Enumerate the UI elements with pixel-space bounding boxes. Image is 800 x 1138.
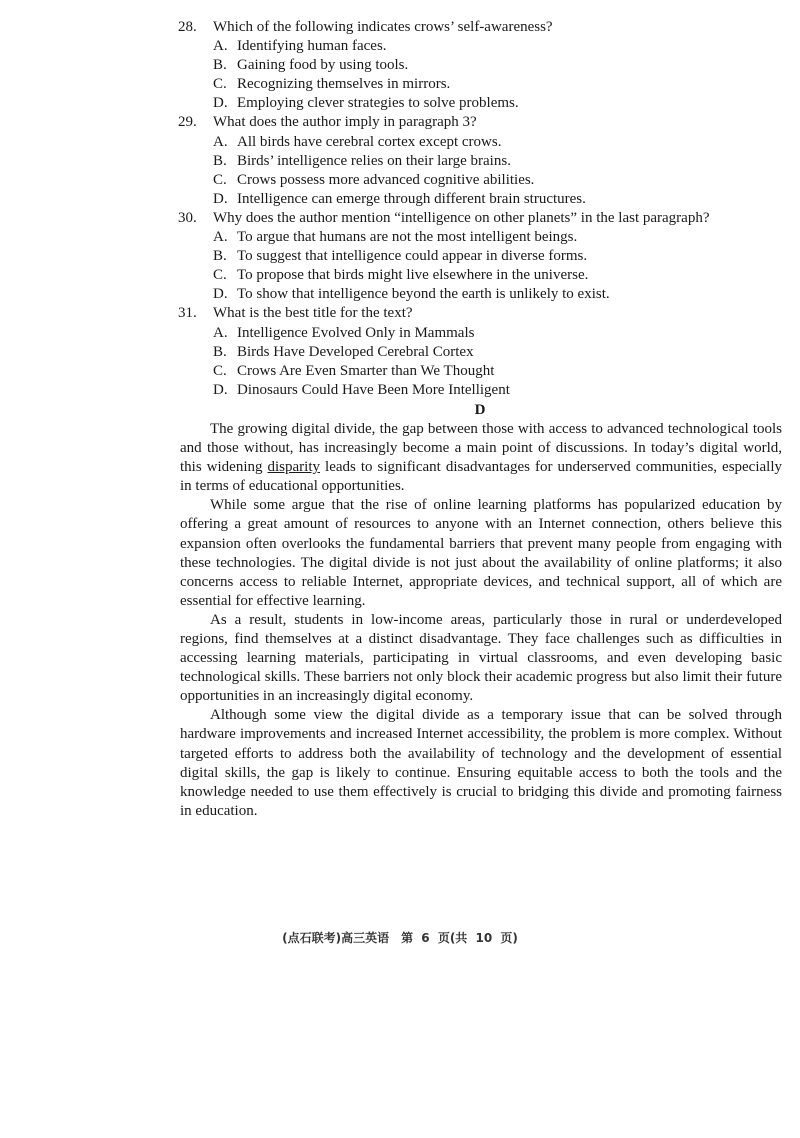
answer-option xyxy=(178,381,782,400)
exam-page xyxy=(178,18,782,821)
answer-option xyxy=(178,247,782,266)
option-text: To propose that birds might live elsewhere in the universe. xyxy=(237,267,589,284)
underlined-word: disparity xyxy=(267,459,321,476)
passage-paragraph-4: Although some view the digital divide as a temporary issue that can be solved through hardware improvements and increased Internet accessibility, the problem is more complex. Without targeted efforts to address both the availability of technology and the development of essential digital skills, the gap is likely to continue. Ensuring equitable access to both the tools and the knowledge needed to use them effectively is crucial to bridging this divide and promoting fairness in education. xyxy=(180,707,782,819)
answer-option xyxy=(178,266,782,285)
option-text: Crows possess more advanced cognitive abilities. xyxy=(237,171,535,188)
passage-paragraph-1 xyxy=(178,420,782,496)
option-letter: B. xyxy=(213,152,227,169)
option-text: Intelligence Evolved Only in Mammals xyxy=(237,324,475,341)
question-text: Why does the author mention “intelligence on other planets” in the last paragraph? xyxy=(213,209,710,226)
passage-text: leads to significant disadvantages for underserved communities, especially in terms of educational opportunities. xyxy=(180,459,783,495)
option-letter: D. xyxy=(213,381,228,398)
option-text: Recognizing themselves in mirrors. xyxy=(237,76,451,93)
option-text: All birds have cerebral cortex except crows. xyxy=(237,133,502,150)
option-letter: B. xyxy=(213,248,227,265)
option-text: Gaining food by using tools. xyxy=(237,57,409,74)
question-stem xyxy=(178,304,782,323)
answer-option xyxy=(178,228,782,247)
question-stem xyxy=(178,18,782,37)
question-stem xyxy=(178,209,782,228)
option-letter: A. xyxy=(213,229,228,246)
question xyxy=(178,113,782,208)
option-letter: C. xyxy=(213,76,227,93)
answer-option xyxy=(178,362,782,381)
question-text: What is the best title for the text? xyxy=(213,305,413,322)
answer-option xyxy=(178,94,782,113)
answer-option xyxy=(178,133,782,152)
option-text: Crows Are Even Smarter than We Thought xyxy=(237,362,495,379)
answer-option xyxy=(178,190,782,209)
question-number: 28. xyxy=(178,19,197,35)
passage-paragraph-3: As a result, students in low-income areas, particularly those in rural or underdeveloped regions, find themselves at a distinct disadvantage. They face challenges such as difficulties in accessing learning materials, participating in virtual classrooms, and even developing basic technological skills. These barriers not only block their academic progress but also limit their future opportunities in an increasingly digital economy. xyxy=(180,611,782,705)
option-text: Intelligence can emerge through different brain structures. xyxy=(237,190,586,207)
answer-option xyxy=(178,75,782,94)
option-letter: D. xyxy=(213,286,228,303)
question xyxy=(178,18,782,113)
question-text: What does the author imply in paragraph 3? xyxy=(213,114,477,131)
option-letter: A. xyxy=(213,324,228,341)
answer-option xyxy=(178,324,782,343)
passage-paragraph-2: While some argue that the rise of online learning platforms has popularized education by offering a great amount of resources to anyone with an Internet connection, others believe this expansion often overlooks the fundamental barriers that prevent many people from engaging with these technologies. The digital divide is not just about the availability of online platforms; it also concerns access to reliable Internet, appropriate devices, and technical support, all of which are essential for effective learning. xyxy=(180,497,782,609)
option-text: Birds Have Developed Cerebral Cortex xyxy=(237,343,474,360)
answer-option xyxy=(178,343,782,362)
passage-text: The growing digital divide, the gap between those with access to advanced technological tools and those without, has increasingly become a main point of discussions. In today’s digital world, this widening xyxy=(180,420,782,476)
question-text: Which of the following indicates crows’ self-awareness? xyxy=(213,19,553,35)
option-letter: A. xyxy=(213,133,228,150)
option-letter: B. xyxy=(213,57,227,74)
answer-option xyxy=(178,56,782,75)
option-text: Employing clever strategies to solve problems. xyxy=(237,95,519,112)
page-footer: (点石联考)高三英语 第 6 页(共 10 页) xyxy=(282,931,518,945)
question-list xyxy=(178,18,782,400)
option-letter: B. xyxy=(213,343,227,360)
question-number: 31. xyxy=(178,305,197,322)
answer-option xyxy=(178,171,782,190)
option-letter: C. xyxy=(213,267,227,284)
option-letter: C. xyxy=(213,171,227,188)
option-letter: D. xyxy=(213,95,228,112)
option-letter: A. xyxy=(213,38,228,55)
question-number: 30. xyxy=(178,209,197,226)
question-number: 29. xyxy=(178,114,197,131)
question xyxy=(178,209,782,304)
answer-option xyxy=(178,285,782,304)
section-heading: D xyxy=(474,401,486,418)
option-text: To show that intelligence beyond the earth is unlikely to exist. xyxy=(237,286,610,303)
option-text: To argue that humans are not the most intelligent beings. xyxy=(237,229,578,246)
question xyxy=(178,304,782,399)
answer-option xyxy=(178,37,782,56)
option-text: Dinosaurs Could Have Been More Intelligent xyxy=(237,381,510,398)
option-text: To suggest that intelligence could appear in diverse forms. xyxy=(237,248,588,265)
option-text: Identifying human faces. xyxy=(237,38,387,55)
option-letter: C. xyxy=(213,362,227,379)
question-stem xyxy=(178,113,782,132)
option-letter: D. xyxy=(213,190,228,207)
answer-option xyxy=(178,152,782,171)
option-text: Birds’ intelligence relies on their large brains. xyxy=(237,152,511,169)
